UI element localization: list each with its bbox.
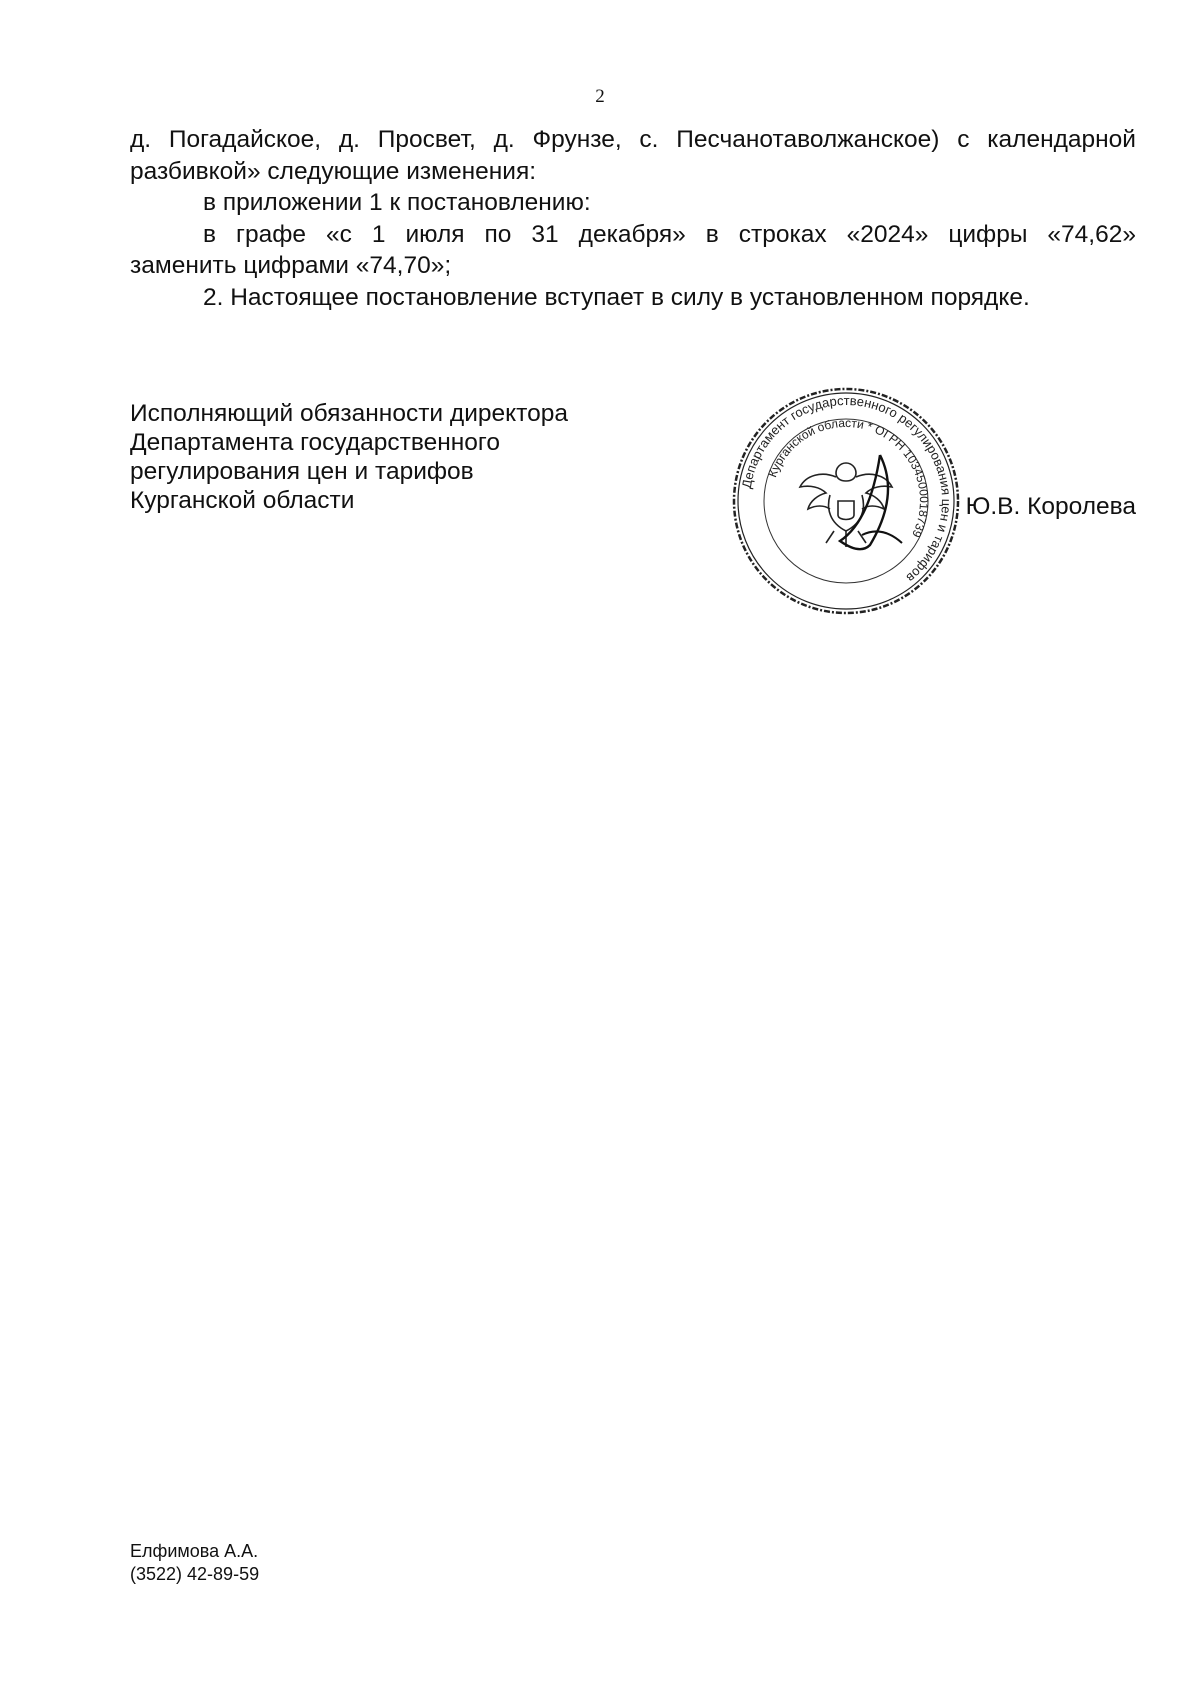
body-line: д. Погадайское, д. Просвет, д. Фрунзе, с. Песчанотаволжанское) с календарной <box>130 126 1136 153</box>
signatory-position <box>130 399 568 515</box>
page-number: 2 <box>595 86 605 107</box>
body-line: в графе «с 1 июля по 31 декабря» в строках «2024» цифры «74,62» <box>203 220 1136 248</box>
official-seal <box>730 385 962 617</box>
position-line: регулирования цен и тарифов <box>130 458 474 485</box>
executor-phone: (3522) 42-89-59 <box>130 1564 260 1584</box>
executor-info <box>130 1540 259 1586</box>
svg-text:Департамент государственного р: Департамент государственного регулирования цен и тарифов <box>738 392 955 586</box>
executor-name: Елфимова А.А. <box>130 1541 259 1561</box>
body-line: в приложении 1 к постановлению: <box>203 189 591 216</box>
official-seal-graphic <box>730 385 962 617</box>
position-line: Департамента государственного <box>130 429 500 456</box>
svg-text:Курганской области * ОГРН 1034: Курганской области * ОГРН 1034500018739 <box>765 415 932 540</box>
signer-name: Ю.В. Королева <box>965 493 1136 520</box>
position-line: Исполняющий обязанности директора <box>130 400 568 427</box>
body-line: 2. Настоящее постановление вступает в силу в установленном порядке. <box>203 283 1030 311</box>
document-body <box>130 124 1136 313</box>
body-line: заменить цифрами «74,70»; <box>130 252 452 279</box>
body-line: разбивкой» следующие изменения: <box>130 157 537 185</box>
position-line: Курганской области <box>130 487 355 514</box>
